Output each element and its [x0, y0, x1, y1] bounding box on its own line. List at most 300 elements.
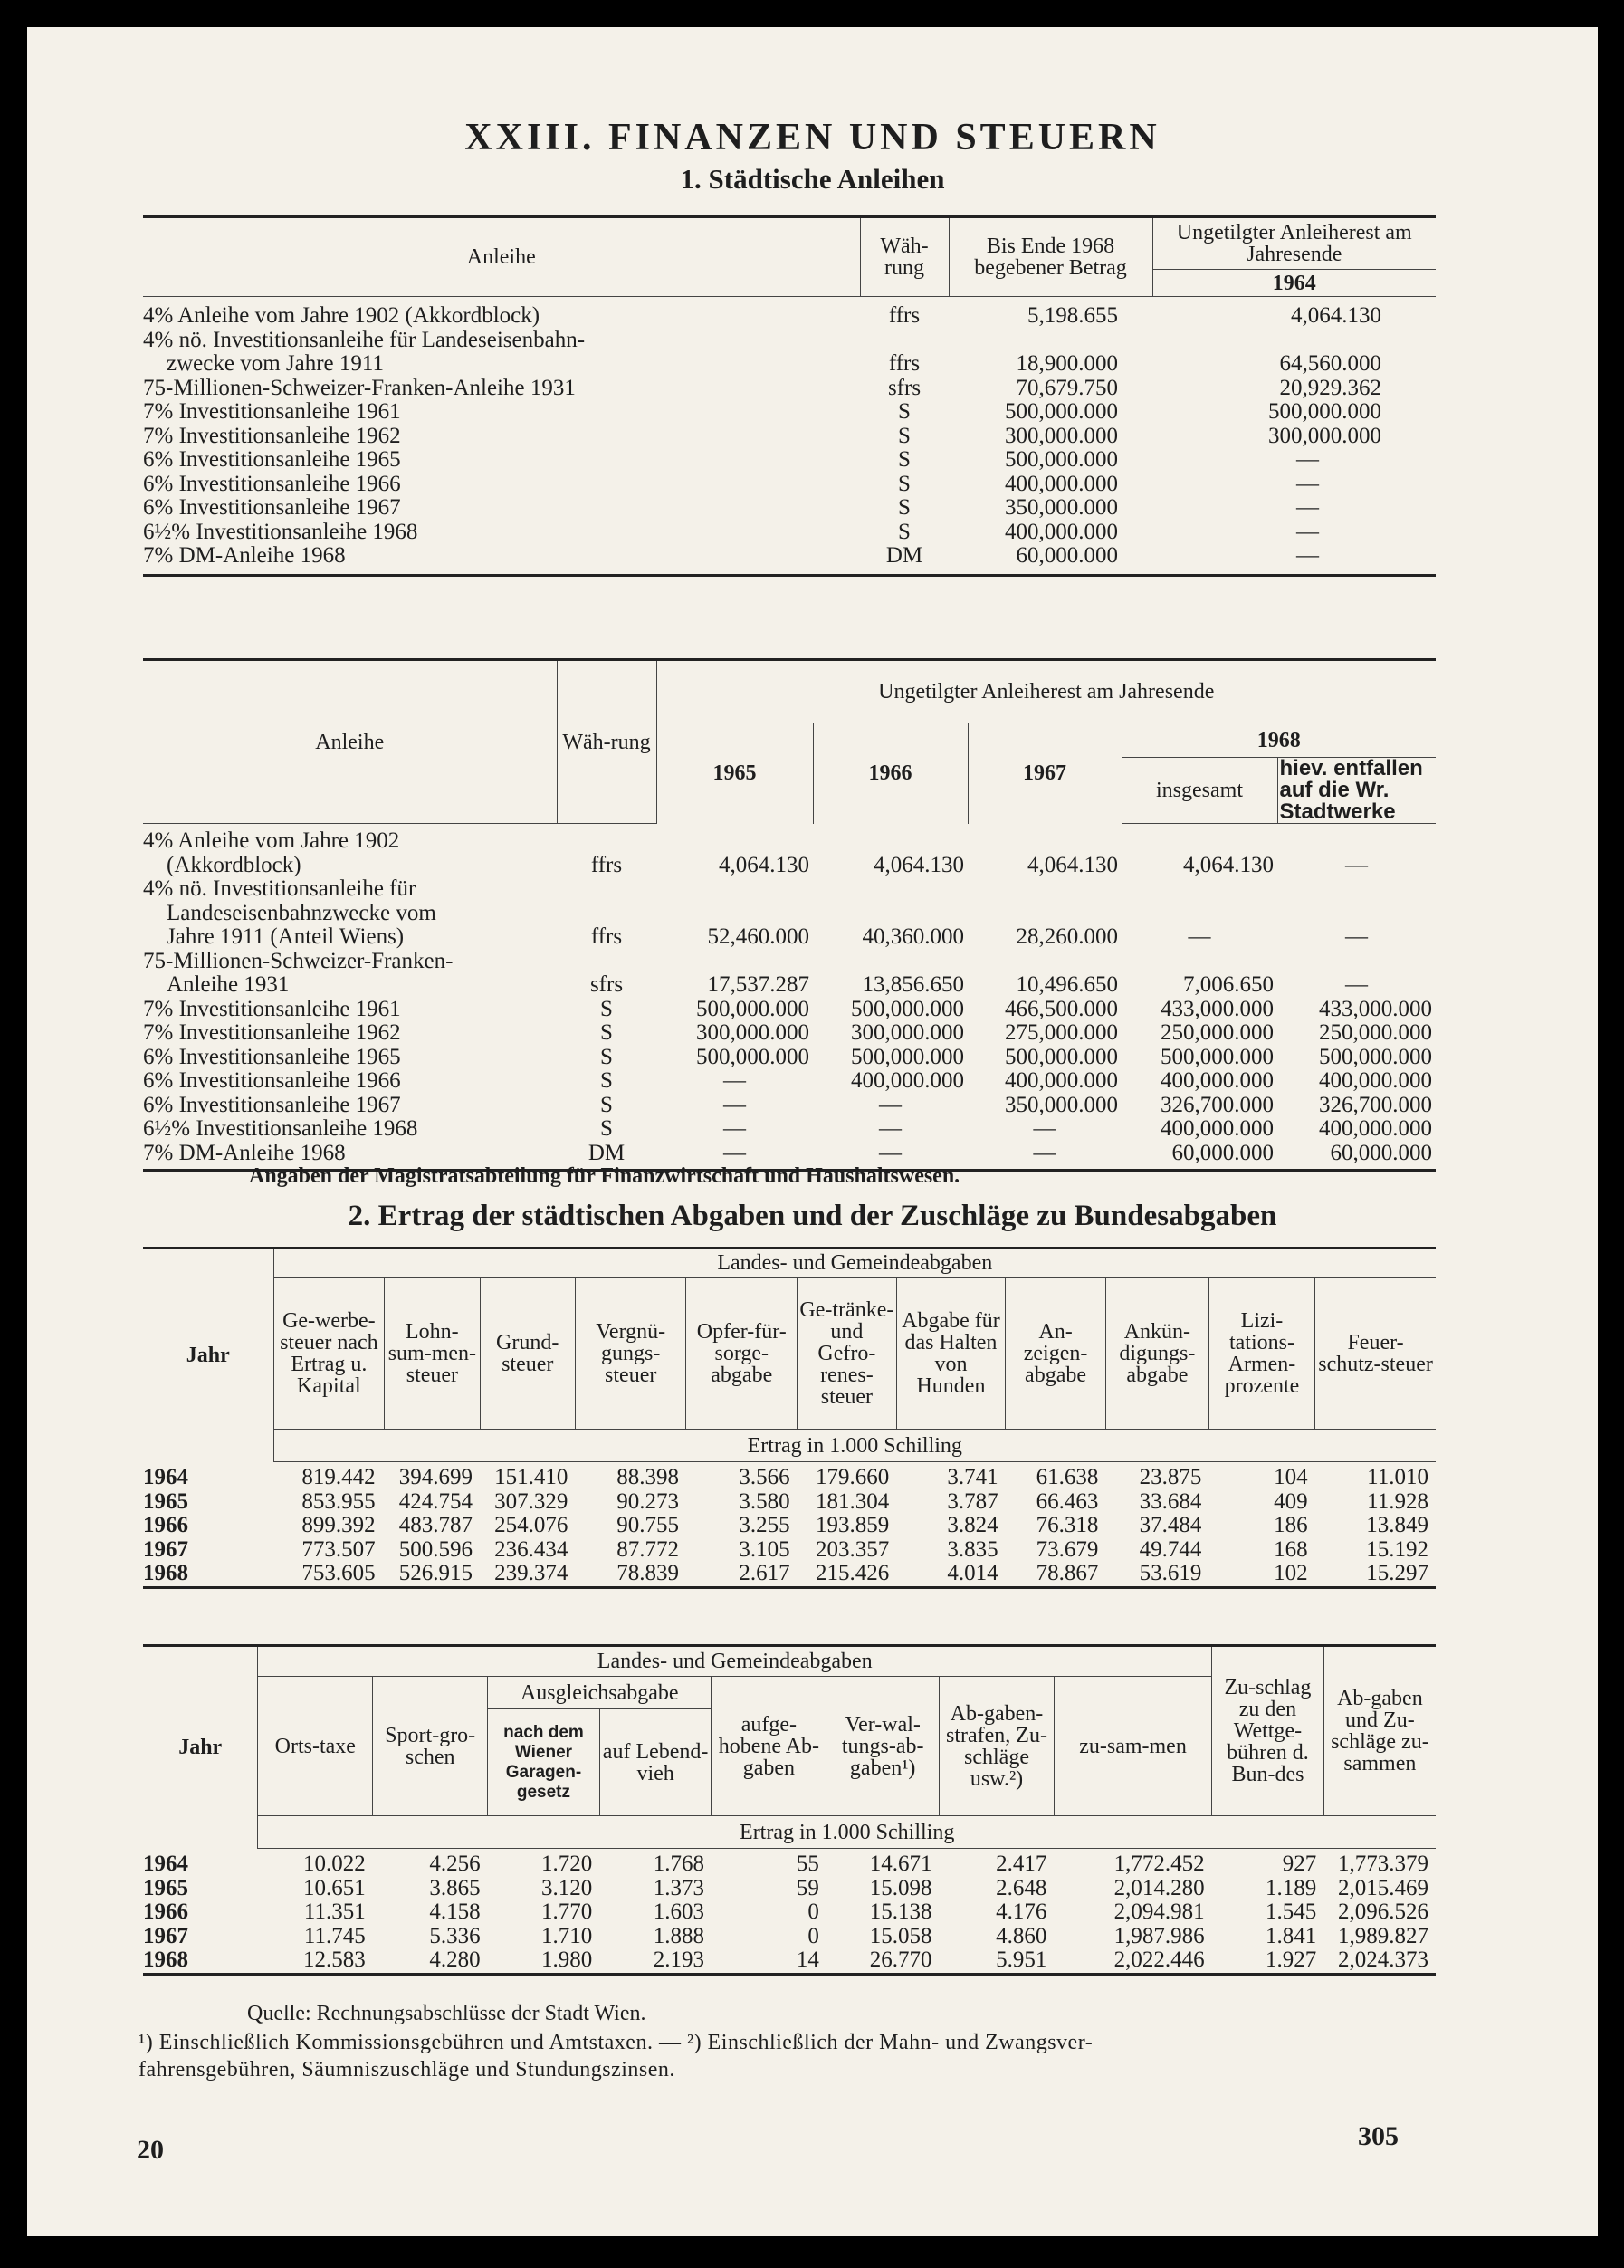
- value-cell: 104: [1274, 1465, 1308, 1489]
- table-row: [143, 877, 1436, 902]
- year-cell: 1965: [143, 1488, 188, 1514]
- rest-cell: —: [1296, 447, 1319, 472]
- value-cell: 37.484: [1139, 1513, 1202, 1537]
- value-cell: 1.603: [653, 1900, 704, 1924]
- row-label-text: 4% Anleihe vom Jahre 1902: [143, 828, 400, 853]
- value-cell: [813, 877, 968, 902]
- row-label-text: 75-Millionen-Schweizer-Franken-Anleihe 1931: [143, 375, 576, 400]
- column-header: Ge-werbe-steuer nach Ertrag u. Kapital: [273, 1278, 385, 1430]
- value-cell: 500,000.000: [851, 996, 964, 1021]
- header-aufgehoben: aufge-hobene Ab-gaben: [712, 1677, 826, 1816]
- value-cell: [813, 902, 968, 926]
- column-header: Lizi-tations-Armen-prozente: [1208, 1278, 1314, 1430]
- row-label: [143, 297, 860, 329]
- row-label: [143, 1117, 557, 1142]
- value-cell: 33.684: [1139, 1488, 1202, 1514]
- table-row: [143, 824, 1436, 854]
- value-cell: [813, 950, 968, 974]
- value-cell: 307.329: [494, 1488, 568, 1514]
- value-cell: 11.351: [303, 1900, 366, 1924]
- currency-cell: DM: [557, 1142, 656, 1171]
- value-cell: 250,000.000: [1319, 1020, 1432, 1045]
- value-cell: 73.679: [1036, 1536, 1099, 1562]
- table-row: [143, 1046, 1436, 1070]
- row-label-text: 6% Investitionsanleihe 1965: [143, 447, 401, 472]
- currency-cell: S: [600, 1044, 613, 1069]
- value-cell: 400,000.000: [1319, 1068, 1432, 1093]
- page-number-right: 305: [1358, 2121, 1399, 2151]
- value-cell: 60,000.000: [1277, 1142, 1436, 1171]
- value-cell: 179.660: [815, 1465, 890, 1489]
- header-group-c: Landes- und Gemeindeabgaben: [273, 1249, 1436, 1278]
- currency-cell: ffrs: [888, 303, 921, 328]
- row-label-text: 4% nö. Investitionsanleihe für: [143, 876, 416, 901]
- header-1964: 1964: [1152, 270, 1436, 297]
- value-cell: [1277, 824, 1436, 854]
- value-cell: 3.580: [739, 1488, 790, 1514]
- row-label: [143, 425, 860, 449]
- value-cell: 15.138: [869, 1900, 932, 1924]
- value-cell: 500,000.000: [1319, 1044, 1432, 1069]
- table-row: [143, 1462, 1436, 1490]
- header-ausgleich: Ausgleichsabgabe: [488, 1677, 712, 1709]
- value-cell: [1122, 877, 1277, 902]
- row-label-text: zwecke vom Jahre 1911: [167, 351, 384, 376]
- table-row: [143, 1948, 1436, 1974]
- row-label: [143, 473, 860, 497]
- table-row: [143, 473, 1436, 497]
- header-strafen: Ab-gaben-strafen, Zu-schläge usw.²): [940, 1677, 1055, 1816]
- currency-cell: ffrs: [888, 351, 921, 376]
- year-cell: 1966: [143, 1900, 188, 1924]
- value-cell: 4,064.130: [719, 852, 809, 877]
- header-unit-c: Ertrag in 1.000 Schilling: [273, 1430, 1436, 1462]
- betrag-cell: 60,000.000: [949, 544, 1152, 575]
- value-cell: 500,000.000: [696, 1044, 809, 1069]
- value-cell: —: [968, 1142, 1122, 1171]
- column-header: Abgabe für das Halten von Hunden: [896, 1278, 1005, 1430]
- value-cell: —: [723, 1068, 746, 1093]
- value-cell: 151.410: [494, 1465, 568, 1489]
- row-label: [143, 400, 860, 425]
- value-cell: 15.058: [869, 1923, 932, 1948]
- value-cell: 2,024.373: [1323, 1948, 1436, 1974]
- value-cell: 7,006.650: [1183, 972, 1274, 997]
- value-cell: 11.745: [303, 1923, 366, 1948]
- table-row: [143, 1094, 1436, 1118]
- value-cell: 1.770: [541, 1900, 593, 1924]
- value-cell: 13.849: [1366, 1513, 1428, 1537]
- currency-cell: S: [898, 423, 911, 448]
- table-row: [143, 448, 1436, 473]
- value-cell: 239.374: [480, 1562, 575, 1587]
- column-header: Feuer-schutz-steuer: [1318, 1330, 1433, 1376]
- row-label-text: 6% Investitionsanleihe 1967: [143, 495, 401, 520]
- value-cell: 181.304: [815, 1488, 890, 1514]
- value-cell: 4,064.130: [1183, 852, 1274, 877]
- value-cell: 60,000.000: [1122, 1142, 1277, 1171]
- footnote-1: ¹) Einschließlich Kommissionsgebühren und Amtstaxen. — ²) Einschließlich der Mahn- und Zwangsver-: [139, 2031, 1094, 2054]
- row-label-text: 7% Investitionsanleihe 1962: [143, 1020, 401, 1045]
- value-cell: —: [1345, 924, 1368, 949]
- value-cell: 500.596: [398, 1536, 473, 1562]
- value-cell: 12.583: [258, 1948, 373, 1974]
- header-1967: 1967: [968, 723, 1122, 824]
- value-cell: 819.442: [301, 1465, 376, 1489]
- value-cell: 55: [796, 1852, 819, 1876]
- betrag-cell: 70,679.750: [1016, 375, 1118, 400]
- value-cell: 5.951: [940, 1948, 1055, 1974]
- currency-cell: S: [600, 1068, 613, 1093]
- value-cell: 1,772.452: [1113, 1852, 1205, 1876]
- value-cell: 466,500.000: [1005, 996, 1118, 1021]
- rest-cell: 64,560.000: [1279, 351, 1381, 376]
- footnote-2: fahrensgebühren, Säumniszuschläge und Stundungszinsen.: [139, 2058, 675, 2081]
- value-cell: —: [723, 1092, 746, 1117]
- value-cell: 254.076: [494, 1513, 568, 1537]
- value-cell: 23.875: [1139, 1465, 1202, 1489]
- value-cell: 2,022.446: [1054, 1948, 1211, 1974]
- row-label-text: Landeseisenbahnzwecke vom: [167, 900, 436, 925]
- value-cell: [656, 824, 813, 854]
- currency-cell: S: [600, 1116, 613, 1141]
- value-cell: 168: [1274, 1536, 1308, 1562]
- value-cell: [968, 824, 1122, 854]
- rest-cell: 4,064.130: [1291, 303, 1381, 328]
- row-label-text: 75-Millionen-Schweizer-Franken-: [143, 948, 454, 973]
- column-header: Ge-tränke-und Gefro-renes-steuer: [798, 1278, 897, 1430]
- value-cell: 500,000.000: [696, 996, 809, 1021]
- row-label-text: 6% Investitionsanleihe 1966: [143, 1068, 401, 1093]
- value-cell: 1.927: [1212, 1948, 1324, 1974]
- value-cell: 90.273: [616, 1488, 679, 1514]
- value-cell: 40,360.000: [862, 924, 964, 949]
- header-betrag: Bis Ende 1968 begebener Betrag: [949, 217, 1152, 297]
- value-cell: [656, 877, 813, 902]
- value-cell: 236.434: [494, 1536, 568, 1562]
- value-cell: 53.619: [1105, 1562, 1208, 1587]
- value-cell: 3.120: [541, 1875, 593, 1900]
- column-header: Vergnü-gungs-steuer: [575, 1278, 686, 1430]
- betrag-cell: 350,000.000: [1005, 495, 1118, 520]
- value-cell: —: [656, 1142, 813, 1171]
- row-label-text: 7% DM-Anleihe 1968: [143, 1140, 346, 1165]
- table-row: [143, 950, 1436, 974]
- value-cell: 3.865: [429, 1875, 481, 1900]
- value-cell: —: [879, 1092, 902, 1117]
- header-stadtwerke: hiev. entfallen auf die Wr. Stadtwerke: [1277, 758, 1436, 824]
- value-cell: 0: [807, 1900, 819, 1924]
- value-cell: —: [813, 1142, 968, 1171]
- row-label: [143, 854, 557, 878]
- table-row: [143, 1490, 1436, 1515]
- year-cell: 1966: [143, 1513, 188, 1537]
- value-cell: 4,064.130: [1027, 852, 1118, 877]
- value-cell: 3.835: [947, 1536, 998, 1562]
- betrag-cell: 5,198.655: [1027, 303, 1118, 328]
- value-cell: [1122, 824, 1277, 854]
- header-group-d: Landes- und Gemeindeabgaben: [258, 1646, 1212, 1677]
- row-label: [143, 448, 860, 473]
- value-cell: 3.105: [739, 1536, 790, 1562]
- value-cell: —: [1033, 1116, 1056, 1141]
- value-cell: [656, 950, 813, 974]
- section-2-title: 2. Ertrag der städtischen Abgaben und der Zuschläge zu Bundesabgaben: [348, 1200, 1277, 1232]
- rest-cell: —: [1152, 544, 1436, 575]
- rest-cell: 500,000.000: [1268, 399, 1381, 424]
- source-note-1: Angaben der Magistratsabteilung für Finanzwirtschaft und Haushaltswesen.: [249, 1164, 960, 1188]
- table-row: [143, 854, 1436, 878]
- currency-cell: [860, 329, 949, 353]
- header-waehrung-b: Wäh-rung: [557, 660, 656, 824]
- header-1968: 1968: [1122, 723, 1436, 758]
- row-label: [143, 824, 557, 854]
- table-row: [143, 521, 1436, 545]
- column-header: Opfer-für-sorge-abgabe: [686, 1278, 798, 1430]
- currency-cell: S: [898, 519, 911, 544]
- row-label-text: 6% Investitionsanleihe 1967: [143, 1092, 401, 1117]
- value-cell: 433,000.000: [1319, 996, 1432, 1021]
- row-label: [143, 925, 557, 950]
- table-row: [143, 352, 1436, 377]
- currency-cell: S: [600, 1092, 613, 1117]
- table-row: [143, 925, 1436, 950]
- value-cell: 3.255: [739, 1513, 790, 1537]
- value-cell: 4.860: [996, 1923, 1047, 1948]
- value-cell: 500,000.000: [1161, 1044, 1274, 1069]
- header-1965: 1965: [656, 723, 813, 824]
- value-cell: 400,000.000: [1161, 1068, 1274, 1093]
- value-cell: 90.755: [616, 1513, 679, 1537]
- table-ertrag-2: [143, 1644, 1436, 1976]
- value-cell: —: [1345, 972, 1368, 997]
- row-label-text: 4% Anleihe vom Jahre 1902 (Akkordblock): [143, 303, 540, 328]
- value-cell: 250,000.000: [1161, 1020, 1274, 1045]
- betrag-cell: 400,000.000: [1005, 519, 1118, 544]
- year-cell: 1965: [143, 1875, 188, 1900]
- value-cell: 193.859: [815, 1513, 890, 1537]
- value-cell: 400,000.000: [1161, 1116, 1274, 1141]
- table-row: [143, 1538, 1436, 1563]
- value-cell: 88.398: [616, 1465, 679, 1489]
- value-cell: 0: [807, 1923, 819, 1948]
- source-note-2: Quelle: Rechnungsabschlüsse der Stadt Wien.: [247, 2002, 646, 2025]
- value-cell: 409: [1274, 1488, 1308, 1514]
- table-row: [143, 1877, 1436, 1901]
- currency-cell: [557, 877, 656, 902]
- betrag-cell: [949, 329, 1152, 353]
- table-row: [143, 544, 1436, 575]
- column-header: Grund-steuer: [480, 1278, 575, 1430]
- value-cell: 2.417: [996, 1852, 1047, 1876]
- header-zusammen: zu-sam-men: [1054, 1677, 1211, 1816]
- value-cell: 1.720: [541, 1852, 593, 1876]
- row-label: [143, 377, 860, 401]
- table-row: [143, 377, 1436, 401]
- rest-cell: —: [1296, 471, 1319, 496]
- header-verwaltung: Ver-wal-tungs-ab-gaben¹): [826, 1677, 940, 1816]
- value-cell: 2,015.469: [1338, 1875, 1428, 1900]
- value-cell: 76.318: [1036, 1513, 1099, 1537]
- currency-cell: S: [898, 399, 911, 424]
- row-label-text: 6% Investitionsanleihe 1966: [143, 471, 401, 496]
- row-label: [143, 998, 557, 1022]
- value-cell: 500,000.000: [1005, 1044, 1118, 1069]
- value-cell: 500,000.000: [851, 1044, 964, 1069]
- table-row: [143, 1117, 1436, 1142]
- year-cell: 1964: [143, 1851, 188, 1876]
- row-label: [143, 950, 557, 974]
- betrag-cell: 400,000.000: [1005, 471, 1118, 496]
- value-cell: 11.928: [1367, 1488, 1428, 1514]
- currency-cell: sfrs: [589, 972, 624, 997]
- value-cell: 1.841: [1266, 1923, 1317, 1948]
- year-cell: 1967: [143, 1923, 188, 1948]
- rest-cell: —: [1296, 519, 1319, 544]
- currency-cell: [557, 824, 656, 854]
- value-cell: 400,000.000: [851, 1068, 964, 1093]
- value-cell: [656, 902, 813, 926]
- table-anleihen-1965-1968: [143, 658, 1436, 1172]
- table-row: [143, 425, 1436, 449]
- value-cell: 2.617: [686, 1562, 798, 1587]
- value-cell: 326,700.000: [1319, 1092, 1432, 1117]
- table-ertrag-1: [143, 1247, 1436, 1589]
- value-cell: 4.158: [429, 1900, 481, 1924]
- header-anleihe-b: Anleihe: [143, 660, 557, 824]
- value-cell: 10.022: [303, 1852, 366, 1876]
- row-label: [143, 1069, 557, 1094]
- currency-cell: [557, 950, 656, 974]
- value-cell: 300,000.000: [696, 1020, 809, 1045]
- betrag-cell: 500,000.000: [1005, 447, 1118, 472]
- value-cell: 753.605: [273, 1562, 385, 1587]
- value-cell: [1122, 950, 1277, 974]
- row-label-text: 6% Investitionsanleihe 1965: [143, 1044, 401, 1069]
- table-anleihen-1964: [143, 215, 1436, 577]
- value-cell: 899.392: [301, 1513, 376, 1537]
- header-jahr-c: Jahr: [143, 1249, 273, 1462]
- table-row: [143, 1925, 1436, 1949]
- value-cell: 1,989.827: [1338, 1923, 1428, 1948]
- header-1966: 1966: [813, 723, 968, 824]
- row-label-text: Jahre 1911 (Anteil Wiens): [167, 924, 405, 949]
- table-row: [143, 998, 1436, 1022]
- value-cell: 15.297: [1315, 1562, 1436, 1587]
- currency-cell: DM: [860, 544, 949, 575]
- value-cell: [1277, 902, 1436, 926]
- table-row: [143, 329, 1436, 353]
- value-cell: 28,260.000: [1016, 924, 1118, 949]
- row-label-text: 6½% Investitionsanleihe 1968: [143, 519, 418, 544]
- column-header: Ankün-digungs-abgabe: [1105, 1278, 1208, 1430]
- row-label: [143, 496, 860, 521]
- table-row: [143, 973, 1436, 998]
- value-cell: 300,000.000: [851, 1020, 964, 1045]
- value-cell: 1.888: [653, 1923, 704, 1948]
- value-cell: 52,460.000: [707, 924, 809, 949]
- value-cell: 1.710: [541, 1923, 593, 1948]
- header-gesamt: Ab-gaben und Zu-schläge zu-sammen: [1323, 1646, 1436, 1816]
- page: [27, 27, 1598, 2236]
- value-cell: —: [723, 1116, 746, 1141]
- row-label-text: 7% Investitionsanleihe 1962: [143, 423, 401, 448]
- value-cell: 4.176: [996, 1900, 1047, 1924]
- value-cell: [968, 902, 1122, 926]
- value-cell: 3.787: [947, 1488, 998, 1514]
- section-1-title: 1. Städtische Anleihen: [680, 163, 945, 195]
- value-cell: 3.741: [947, 1465, 998, 1489]
- currency-cell: ffrs: [590, 924, 623, 949]
- currency-cell: ffrs: [590, 852, 623, 877]
- value-cell: 1.373: [653, 1875, 704, 1900]
- value-cell: 15.192: [1366, 1536, 1428, 1562]
- betrag-cell: 500,000.000: [1005, 399, 1118, 424]
- page-number-left: 20: [137, 2135, 164, 2165]
- table-row: [143, 496, 1436, 521]
- header-unit-d: Ertrag in 1.000 Schilling: [258, 1816, 1436, 1849]
- value-cell: 483.787: [398, 1513, 473, 1537]
- table-row: [143, 1069, 1436, 1094]
- row-label: [143, 1094, 557, 1118]
- table-row: [143, 1900, 1436, 1925]
- rest-cell: 300,000.000: [1268, 423, 1381, 448]
- table-row: [143, 297, 1436, 329]
- header-rest-b: Ungetilgter Anleiherest am Jahresende: [656, 660, 1436, 723]
- currency-cell: S: [898, 495, 911, 520]
- year-cell: 1967: [143, 1536, 188, 1562]
- value-cell: 1.189: [1266, 1875, 1317, 1900]
- betrag-cell: 18,900.000: [1016, 351, 1118, 376]
- value-cell: 5.336: [429, 1923, 481, 1948]
- row-label-text: 7% Investitionsanleihe 1961: [143, 399, 401, 424]
- value-cell: 853.955: [301, 1488, 376, 1514]
- value-cell: 2,094.981: [1113, 1900, 1205, 1924]
- value-cell: 78.839: [575, 1562, 686, 1587]
- value-cell: 4.256: [429, 1852, 481, 1876]
- row-label: [143, 877, 557, 902]
- currency-cell: sfrs: [887, 375, 922, 400]
- value-cell: 59: [796, 1875, 819, 1900]
- row-label-text: 6½% Investitionsanleihe 1968: [143, 1116, 418, 1141]
- value-cell: 394.699: [398, 1465, 473, 1489]
- value-cell: 203.357: [815, 1536, 890, 1562]
- value-cell: 61.638: [1036, 1465, 1099, 1489]
- value-cell: 13,856.650: [862, 972, 964, 997]
- header-garagen: nach dem Wiener Garagen-gesetz: [488, 1709, 600, 1816]
- year-cell: 1964: [143, 1464, 188, 1489]
- value-cell: 400,000.000: [1319, 1116, 1432, 1141]
- row-label: [143, 329, 860, 353]
- row-label-text: 7% DM-Anleihe 1968: [143, 543, 346, 568]
- currency-cell: S: [600, 1020, 613, 1045]
- value-cell: —: [1188, 924, 1211, 949]
- value-cell: 1.545: [1266, 1900, 1317, 1924]
- row-label: [143, 973, 557, 998]
- value-cell: 102: [1208, 1562, 1314, 1587]
- value-cell: 66.463: [1036, 1488, 1099, 1514]
- row-label: [143, 1021, 557, 1046]
- value-cell: 49.744: [1139, 1536, 1202, 1562]
- row-label: [143, 902, 557, 926]
- currency-cell: S: [898, 447, 911, 472]
- chapter-title: XXIII. FINANZEN UND STEUERN: [464, 117, 1161, 158]
- value-cell: 14.671: [869, 1852, 932, 1876]
- value-cell: [968, 950, 1122, 974]
- table-row: [143, 1562, 1436, 1587]
- row-label: [143, 521, 860, 545]
- value-cell: 400,000.000: [1005, 1068, 1118, 1093]
